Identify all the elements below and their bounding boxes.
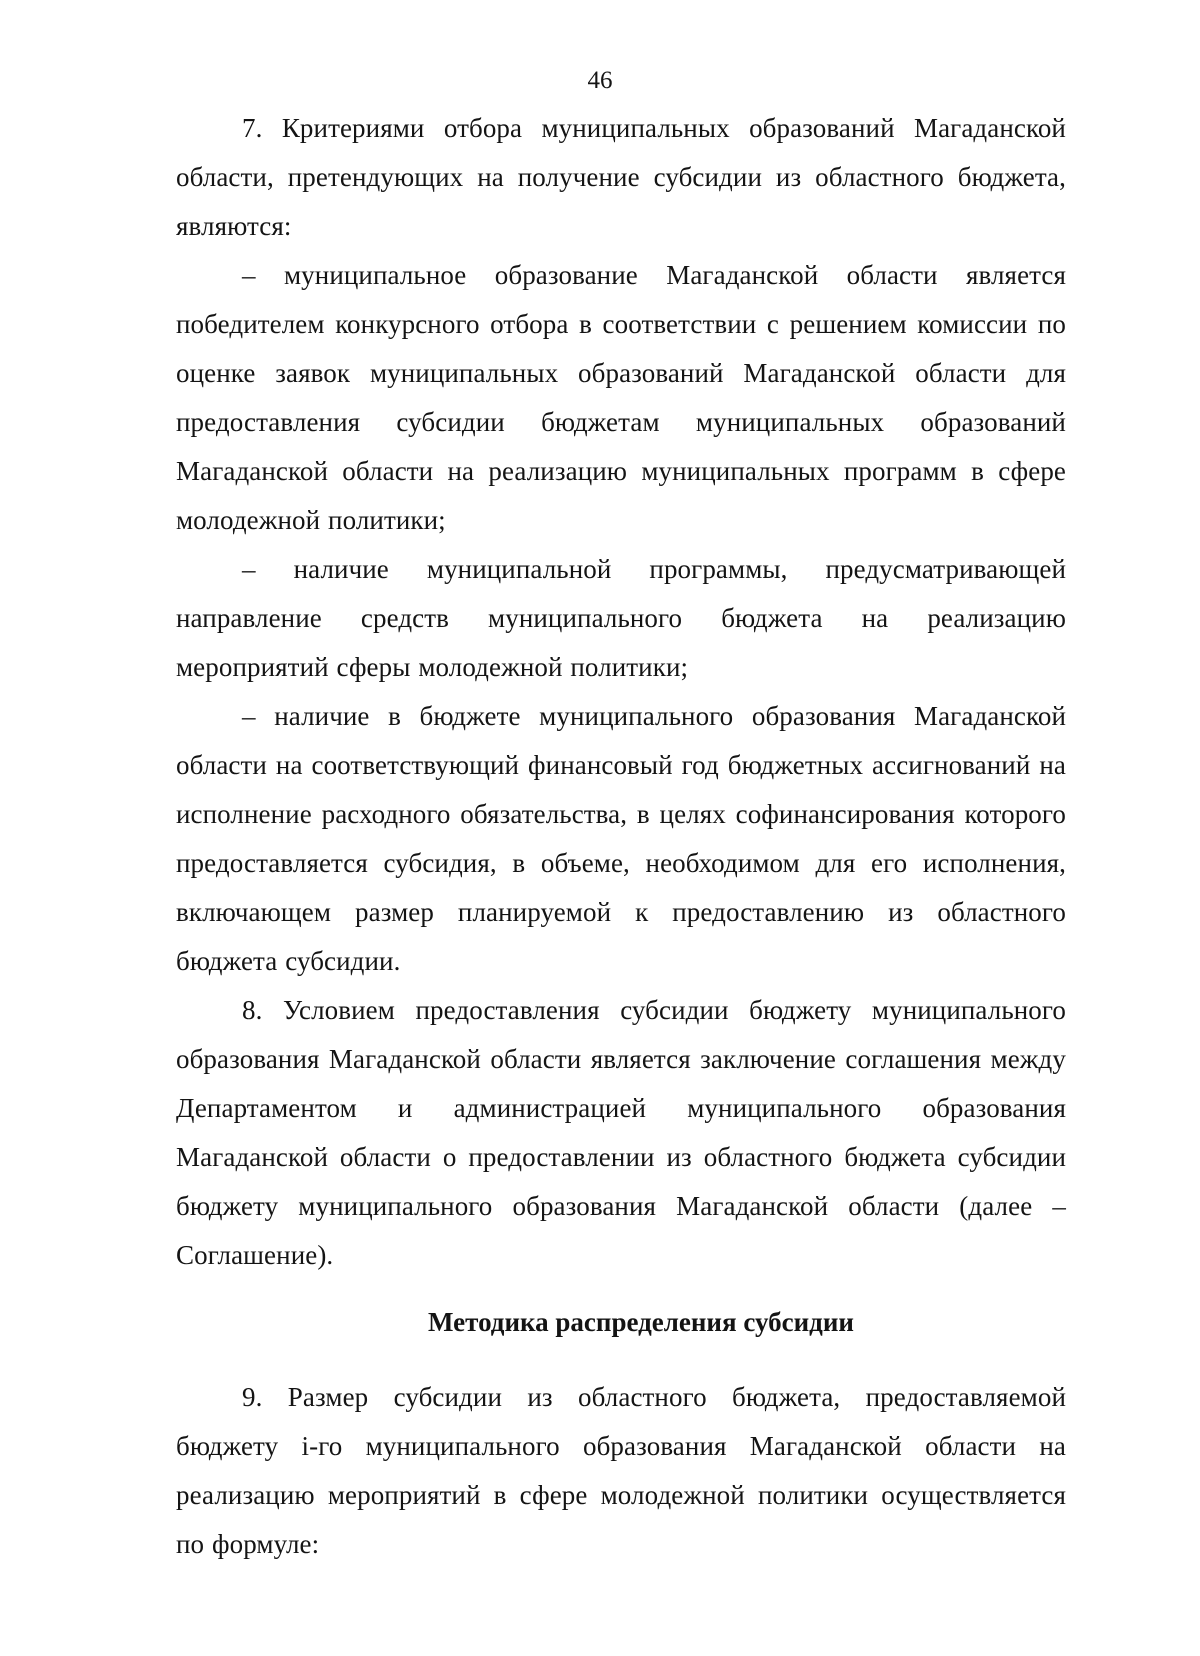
section-heading: Методика распределения субсидии — [428, 1307, 854, 1337]
paragraph-7-criteria: 7. Критериями отбора муниципальных образований Магаданской области, претендующих на получение субсидии из областного бюджета, являются: — [176, 113, 1066, 241]
document-body — [176, 104, 1066, 1569]
criteria-item-competition-winner: – муниципальное образование Магаданской области является победителем конкурсного отбора в соответствии с решением комиссии по оценке заявок муниципальных образований Магаданской области для предоставления субсидии бюджетам муниципальных образований Магаданской области на реализацию муниципальных программ в сфере молодежной политики; — [176, 260, 1066, 535]
criteria-item-municipal-program: – наличие муниципальной программы, предусматривающей направление средств муниципального бюджета на реализацию мероприятий сферы молодежной политики; — [176, 554, 1066, 682]
paragraph-9-formula-intro: 9. Размер субсидии из областного бюджета, предоставляемой бюджету i-го муниципального образования Магаданской области на реализацию мероприятий в сфере молодежной политики осуществляется по формуле: — [176, 1382, 1066, 1559]
page-number: 46 — [587, 67, 613, 94]
criteria-item-budget-allocations: – наличие в бюджете муниципального образования Магаданской области на соответствующий финансовый год бюджетных ассигнований на исполнение расходного обязательства, в целях софинансирования которого предоставляется субсидия, в объеме, необходимом для его исполнения, включающем размер планируемой к предоставлению из областного бюджета субсидии. — [176, 701, 1066, 976]
paragraph-8-condition: 8. Условием предоставления субсидии бюджету муниципального образования Магаданской области является заключение соглашения между Департаментом и администрацией муниципального образования Магаданской области о предоставлении из областного бюджета субсидии бюджету муниципального образования Магаданской области (далее – Соглашение). — [176, 995, 1066, 1270]
